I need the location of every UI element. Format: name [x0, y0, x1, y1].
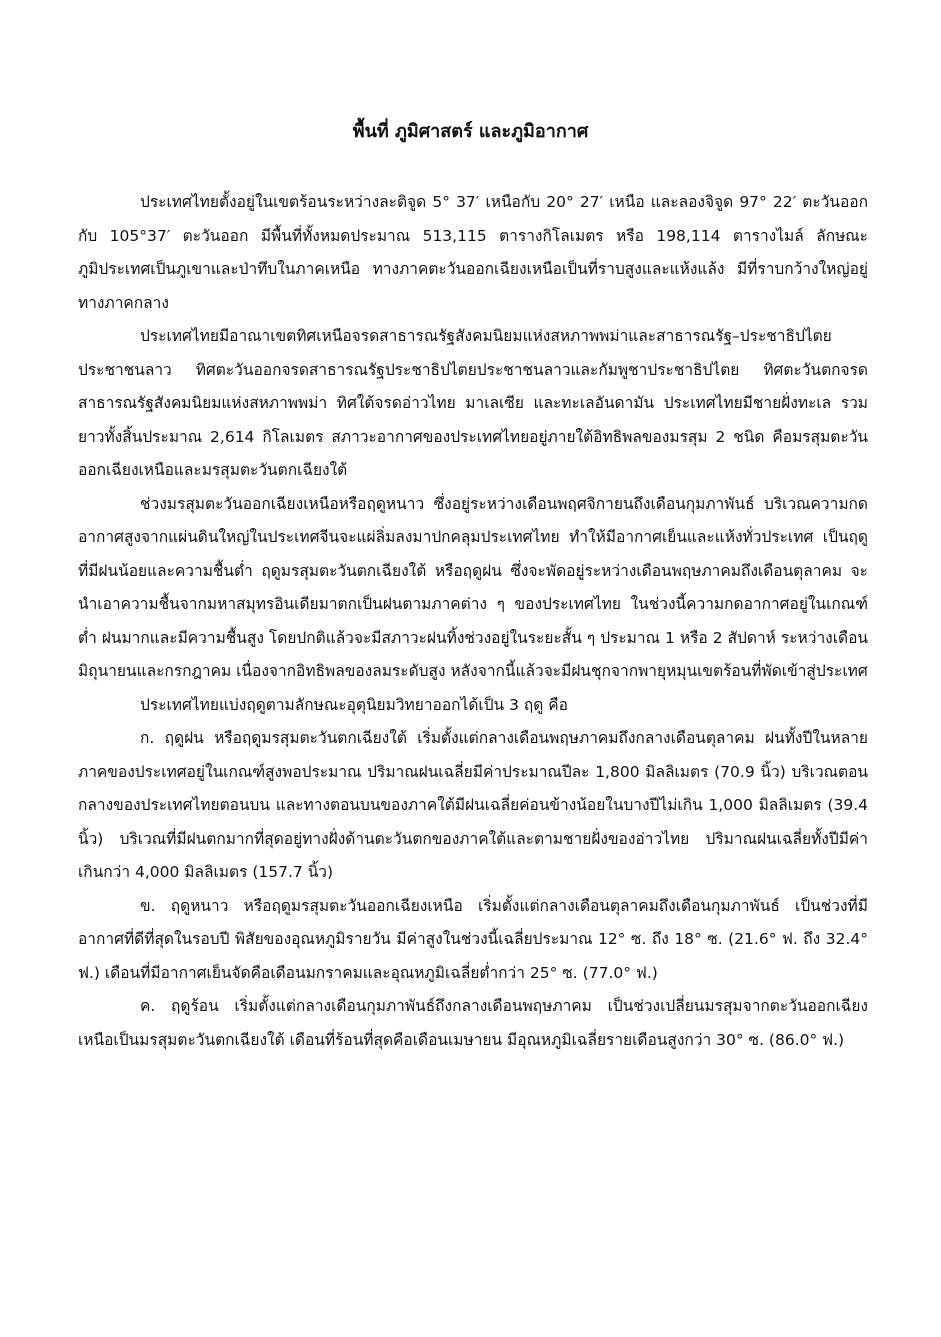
paragraph-winter-season: ข. ฤดูหนาว หรือฤดูมรสุมตะวันออกเฉียงเหนือ เริ่มตั้งแต่กลางเดือนตุลาคมถึงเดือนกุมภาพันธ์ เป็นช่วงที่มีอากาศที่ดีที่สุดในรอบปี พิสัยของอุณหภูมิรายวัน มีค่าสูงในช่วงนี้เฉลี่ยประมาณ 12° ซ. ถึง 18° ซ. (21.6° ฟ. ถึง 32.4° ฟ.) เดือนที่มีอากาศเย็นจัดคือเดือนมกราคมและอุณหภูมิเฉลี่ยต่ำกว่า 25° ซ. (77.0° ฟ.): [78, 896, 868, 982]
paragraph-seasons-intro: ประเทศไทยแบ่งฤดูตามลักษณะอุตุนิยมวิทยาออกได้เป็น 3 ฤดู คือ: [140, 695, 568, 714]
paragraph-borders: ประเทศไทยมีอาณาเขตทิศเหนือจรดสาธารณรัฐสังคมนิยมแห่งสหภาพพม่าและสาธารณรัฐ–ประชาธิปไตยประชาชนลาว ทิศตะวันออกจรดสาธารณรัฐประชาธิปไตยประชาชนลาวและกัมพูชาประชาธิปไตย ทิศตะวันตกจรดสาธารณรัฐสังคมนิยมแห่งสหภาพพม่า ทิศใต้จรดอ่าวไทย มาเลเซีย และทะเลอันดามัน ประเทศไทยมีชายฝั่งทะเล รวมยาวทั้งสิ้นประมาณ 2,614 กิโลเมตร สภาวะอากาศของประเทศไทยอยู่ภายใต้อิทธิพลของมรสุม 2 ชนิด คือมรสุมตะวันออกเฉียงเหนือและมรสุมตะวันตกเฉียงใต้: [78, 327, 868, 479]
paragraph-rainy-season: ก. ฤดูฝน หรือฤดูมรสุมตะวันตกเฉียงใต้ เริ่มตั้งแต่กลางเดือนพฤษภาคมถึงกลางเดือนตุลาคม ฝนทั้งปีในหลายภาคของประเทศอยู่ในเกณฑ์สูงพอประมาณ ปริมาณฝนเฉลี่ยมีค่าประมาณปีละ 1,800 มิลลิเมตร (70.9 นิ้ว) บริเวณตอนกลางของประเทศไทยตอนบน และทางตอนบนของภาคใต้มีฝนเฉลี่ยค่อนข้างน้อยในบางปีไม่เกิน 1,000 มิลลิเมตร (39.4 นิ้ว) บริเวณที่มีฝนตกมากที่สุดอยู่ทางฝั่งด้านตะวันตกของภาคใต้และตามชายฝั่งของอ่าวไทย ปริมาณฝนเฉลี่ยทั้งปีมีค่าเกินกว่า 4,000 มิลลิเมตร (157.7 นิ้ว): [78, 729, 868, 881]
paragraph-monsoons: ช่วงมรสุมตะวันออกเฉียงเหนือหรือฤดูหนาว ซึ่งอยู่ระหว่างเดือนพฤศจิกายนถึงเดือนกุมภาพันธ์ บริเวณความกดอากาศสูงจากแผ่นดินใหญ่ในประเทศจีนจะแผ่ลิ่มลงมาปกคลุมประเทศไทย ทำให้มีอากาศเย็นและแห้งทั่วประเทศ เป็นฤดูที่มีฝนน้อยและความชื้นต่ำ ฤดูมรสุมตะวันตกเฉียงใต้ หรือฤดูฝน ซึ่งจะพัดอยู่ระหว่างเดือนพฤษภาคมถึงเดือนตุลาคม จะนำเอาความชื้นจากมหาสมุทรอินเดียมาตกเป็นฝนตามภาคต่าง ๆ ของประเทศไทย ในช่วงนี้ความกดอากาศอยู่ในเกณฑ์ต่ำ ฝนมากและมีความชื้นสูง โดยปกติแล้วจะมีสภาวะฝนทิ้งช่วงอยู่ในระยะสั้น ๆ ประมาณ 1 หรือ 2 สัปดาห์ ระหว่างเดือนมิถุนายนและกรกฎาคม เนื่องจากอิทธิพลของลมระดับสูง หลังจากนี้แล้วจะมีฝนชุกจากพายุหมุนเขตร้อนที่พัดเข้าสู่ประเทศ: [78, 494, 868, 680]
page-title: พื้นที่ ภูมิศาสตร์ และภูมิอากาศ: [352, 121, 589, 142]
document-body: [78, 186, 868, 1057]
paragraph-summer-season: ค. ฤดูร้อน เริ่มตั้งแต่กลางเดือนกุมภาพันธ์ถึงกลางเดือนพฤษภาคม เป็นช่วงเปลี่ยนมรสุมจากตะวันออกเฉียงเหนือเป็นมรสุมตะวันตกเฉียงใต้ เดือนที่ร้อนที่สุดคือเดือนเมษายน มีอุณหภูมิเฉลี่ยรายเดือนสูงกว่า 30° ซ. (86.0° ฟ.): [78, 997, 868, 1049]
paragraph-location: ประเทศไทยตั้งอยู่ในเขตร้อนระหว่างละติจูด 5° 37′ เหนือกับ 20° 27′ เหนือ และลองจิจูด 97° 22′ ตะวันออกกับ 105°37′ ตะวันออก มีพื้นที่ทั้งหมดประมาณ 513,115 ตารางกิโลเมตร หรือ 198,114 ตารางไมล์ ลักษณะภูมิประเทศเป็นภูเขาและป่าทึบในภาคเหนือ ทางภาคตะวันออกเฉียงเหนือเป็นที่ราบสูงและแห้งแล้ง มีที่ราบกว้างใหญ่อยู่ทางภาคกลาง: [78, 193, 868, 312]
